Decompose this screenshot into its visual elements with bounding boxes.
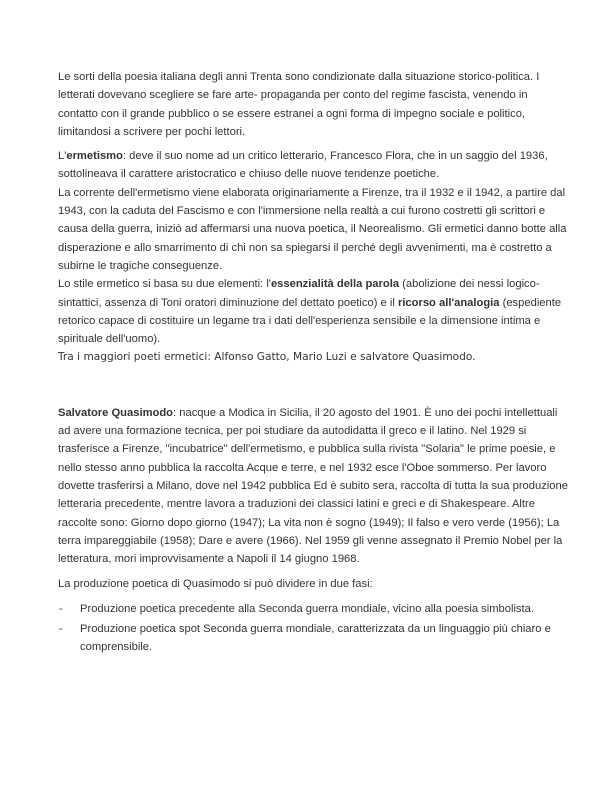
stile-analogia: ricorso all'analogia	[397, 296, 500, 309]
stile-analogia-desc: (espediente retorico capace di costituire un legame tra i dati dell'esperienza sensibile e la dimensione intima e spirituale dell'uomo).	[58, 296, 562, 346]
ermetismo-corrente-paragraph: La corrente dell'ermetismo viene elaborata originariamente a Firenze, tra il 1932 e il 1942, a partire dal 1943, con la caduta del Fascismo e con l'immersione nella realtà a cui furono costretti gli scrittori e causa della guerra, iniziò ad affermarsi una nuova poetica, il Neorealismo. Gli ermetici danno botte alla disperazione e allo smarrimento di chi non sa spiegarsi il perché degli avvenimenti, ma è costretto a subirne le tragiche conseguenze.	[58, 186, 567, 272]
ermetismo-paragraph	[58, 147, 570, 184]
intro-paragraph: Le sorti della poesia italiana degli anni Trenta sono condizionate dalla situazione storico-politica. I letterati dovevano scegliere se fare arte- propaganda per conto del regime fascista, venendo in contatto con il grande pubblico o se essere estranei a ogni forma di impegno sociale e politico, limitandosi a scrivere per pochi lettori.	[58, 71, 540, 138]
section-spacer	[58, 367, 570, 404]
stile-intro: Lo stile ermetico si basa su due elementi: l'	[58, 278, 271, 291]
quasimodo-paragraph	[58, 404, 570, 569]
fasi-list	[58, 600, 570, 657]
stile-essenzialita-desc: (abolizione dei nessi logico-sintattici, assenza di Toni oratori diminuzione del dettato poetico) e il	[58, 278, 540, 309]
list-item	[58, 600, 570, 618]
fase-text: Produzione poetica spot Seconda guerra mondiale, caratterizzata da un linguaggio più chiaro e comprensibile.	[80, 623, 551, 654]
list-bullet: -	[59, 602, 63, 615]
fase-text: Produzione poetica precedente alla Seconda guerra mondiale, vicino alla poesia simbolista.	[80, 602, 534, 615]
fasi-intro: La produzione poetica di Quasimodo si può dividere in due fasi:	[58, 578, 373, 591]
ermetismo-prefix: L'	[58, 150, 67, 163]
list-item	[58, 620, 570, 657]
quasimodo-name: Salvatore Quasimodo	[58, 406, 174, 419]
quasimodo-bio: : nacque a Modica in Sicilia, il 20 agosto del 1901. È uno dei pochi intellettuali ad avere una formazione tecnica, per poi studiare da autodidatta il greco e il latino. Nel 1929 si trasferisce a Firenze, "incubatrice" dell'ermetismo, e pubblica sulla rivista "Solaria" le prime poesie, e nello stesso anno pubblica la raccolta Acque e terre, e nel 1932 esce l'Oboe sommerso. Per lavoro dovette trasferirsi a Milano, dove nel 1942 pubblica Ed è subito sera, raccolta di tutta la sua produzione letteraria precedente, mentre lavora a traduzioni dei classici latini e greci e di Shakespeare. Altre raccolte sono: Giorno dopo giorno (1947); La vita non è sogno (1949); Il falso e vero verde (1956); La terra impareggiabile (1958); Dare e avere (1966). Nel 1959 gli venne assegnato il Premio Nobel per la letteratura, mori improvvisamente a Napoli il 14 giugno 1968.	[58, 406, 568, 566]
document-body	[58, 68, 570, 659]
poeti-ermetici-line: Tra i maggiori poeti ermetici: Alfonso Gatto, Mario Luzi e salvatore Quasimodo.	[58, 351, 476, 364]
ermetismo-definition: : deve il suo nome ad un critico letterario, Francesco Flora, che in un saggio del 1936, sottolineava il carattere aristocratico e chiuso delle nuove tendenze poetiche.	[58, 150, 548, 181]
ermetismo-stile-paragraph	[58, 275, 570, 348]
ermetismo-term: ermetismo	[66, 150, 123, 163]
list-bullet: -	[59, 623, 63, 636]
stile-essenzialita: essenzialità della parola	[270, 278, 400, 291]
